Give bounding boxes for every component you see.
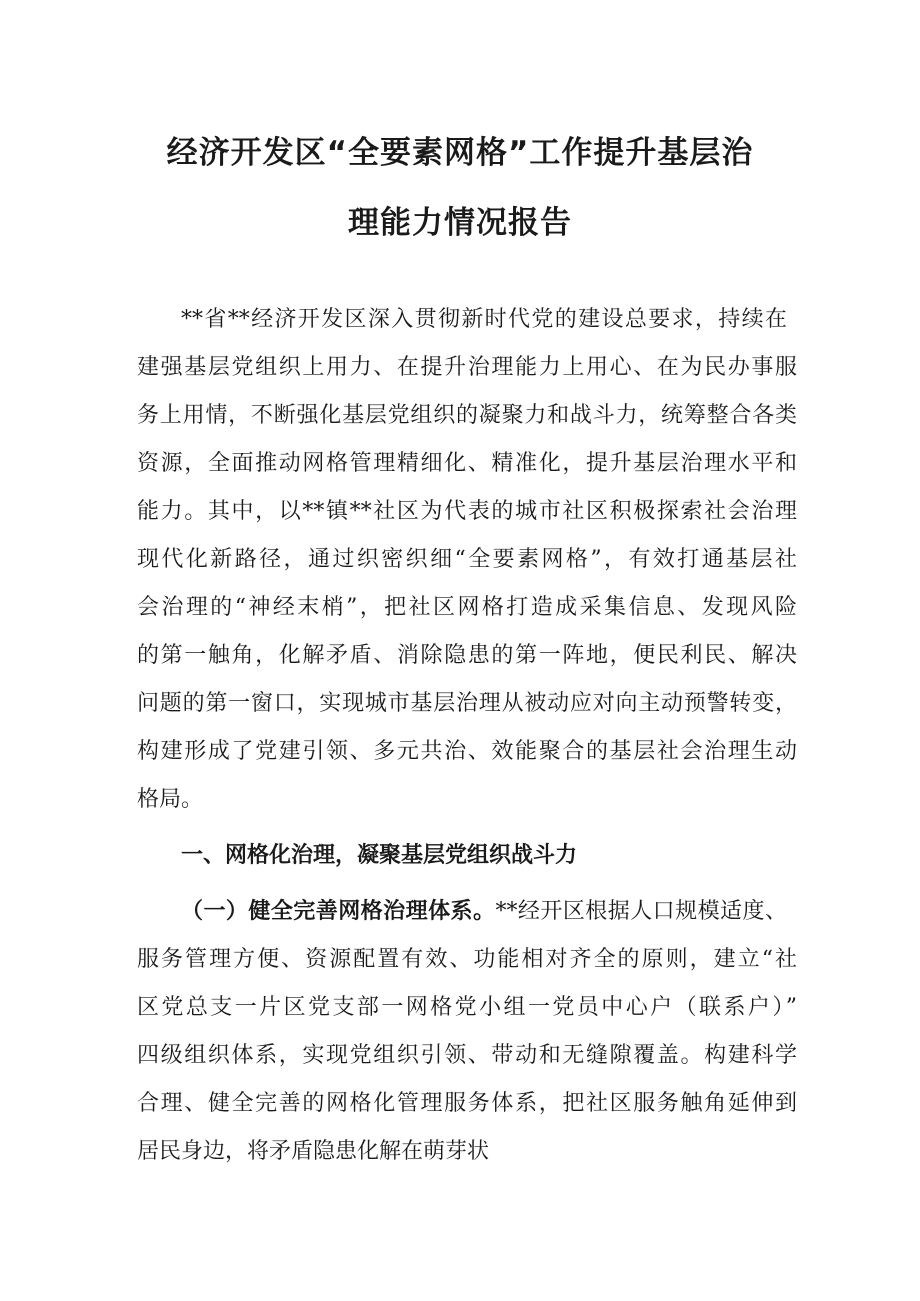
- intro-line: 会治理的“神经末梢”，把社区网格打造成采集信息、发现风险: [137, 595, 797, 620]
- subsection-line: 区党总支一片区党支部一网格党小组一党员中心户（联系户）”: [137, 995, 797, 1020]
- intro-line: 建强基层党组织上用力、在提升治理能力上用心、在为民办事服: [137, 355, 797, 380]
- subsection-line: 居民身边，将矛盾隐患化解在萌芽状: [137, 1139, 490, 1164]
- intro-line: 资源，全面推动网格管理精细化、精准化，提升基层治理水平和: [137, 451, 797, 476]
- subsection-first-text: **经开区根据人口规模适度、: [495, 899, 787, 924]
- intro-line: **省**经济开发区深入贯彻新时代党的建设总要求，持续在: [181, 307, 787, 332]
- intro-line: 格局。: [137, 787, 204, 812]
- subsection-first-line: [181, 897, 787, 927]
- intro-line: 问题的第一窗口，实现城市基层治理从被动应对向主动预警转变，: [137, 691, 797, 716]
- intro-line: 现代化新路径，通过织密织细“全要素网格”，有效打通基层社: [137, 547, 797, 572]
- intro-line: 构建形成了党建引领、多元共治、效能聚合的基层社会治理生动: [137, 739, 797, 764]
- subsection-line: 四级组织体系，实现党组织引领、带动和无缝隙覆盖。构建科学: [137, 1043, 797, 1068]
- title-line-1: 经济开发区“全要素网格”工作提升基层治: [166, 135, 754, 171]
- subsection-heading: （一）健全完善网格治理体系。: [181, 899, 496, 924]
- title-line-2: 理能力情况报告: [348, 205, 572, 241]
- subsection-line: 合理、健全完善的网格化管理服务体系，把社区服务触角延伸到: [137, 1091, 797, 1116]
- intro-line: 务上用情，不断强化基层党组织的凝聚力和战斗力，统筹整合各类: [137, 403, 797, 428]
- subsection-line: 服务管理方便、资源配置有效、功能相对齐全的原则，建立“社: [137, 947, 797, 972]
- intro-line: 能力。其中，以**镇**社区为代表的城市社区积极探索社会治理: [137, 499, 797, 524]
- intro-line: 的第一触角，化解矛盾、消除隐患的第一阵地，便民利民、解决: [137, 643, 797, 668]
- section-heading: 一、网格化治理，凝聚基层党组织战斗力: [181, 843, 578, 868]
